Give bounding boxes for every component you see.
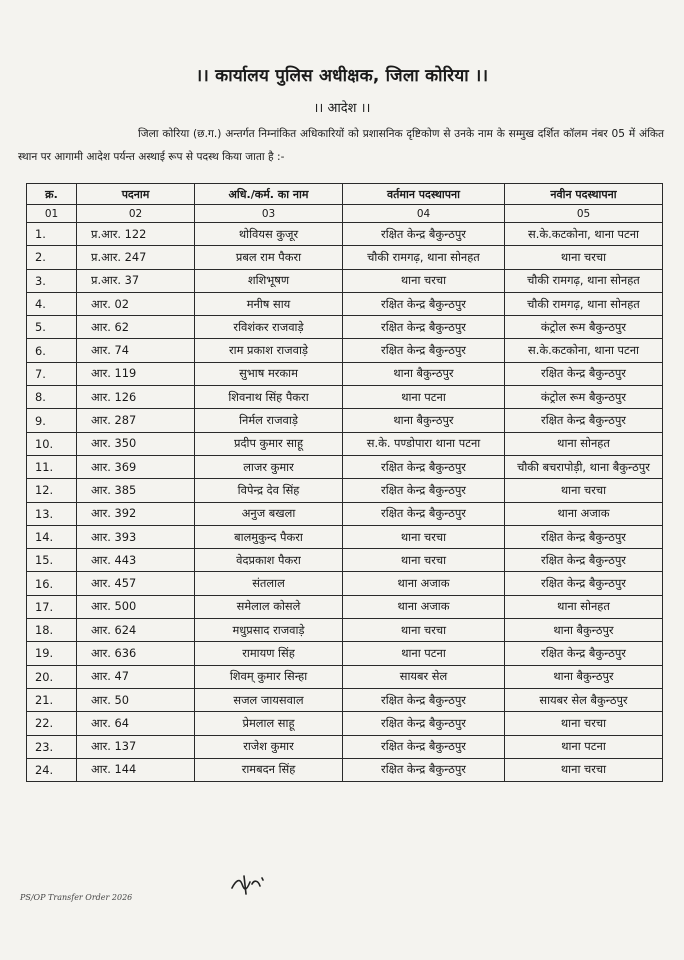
current-posting-cell: रक्षित केन्द्र बैकुन्ठपुर <box>343 455 505 478</box>
table-row <box>27 525 663 548</box>
post-cell: आर. 02 <box>77 292 195 315</box>
col-number: 01 <box>27 205 77 223</box>
table-body <box>27 223 663 782</box>
table-row <box>27 758 663 781</box>
name-cell: संतलाल <box>195 572 343 595</box>
new-posting-cell: चौकी बचरापोड़ी, थाना बैकुन्ठपुर <box>505 455 663 478</box>
new-posting-cell: सायबर सेल बैकुन्ठपुर <box>505 688 663 711</box>
table-row <box>27 246 663 269</box>
current-posting-cell: स.के. पण्डोपारा थाना पटना <box>343 432 505 455</box>
table-row <box>27 595 663 618</box>
serial-cell: 12. <box>27 479 77 502</box>
serial-cell: 15. <box>27 549 77 572</box>
table-row <box>27 409 663 432</box>
current-posting-cell: रक्षित केन्द्र बैकुन्ठपुर <box>343 316 505 339</box>
table-row <box>27 316 663 339</box>
serial-cell: 17. <box>27 595 77 618</box>
current-posting-cell: रक्षित केन्द्र बैकुन्ठपुर <box>343 758 505 781</box>
table-row <box>27 549 663 572</box>
name-cell: रविशंकर राजवाड़े <box>195 316 343 339</box>
col-number: 04 <box>343 205 505 223</box>
new-posting-cell: रक्षित केन्द्र बैकुन्ठपुर <box>505 525 663 548</box>
post-cell: आर. 50 <box>77 688 195 711</box>
new-posting-cell: रक्षित केन्द्र बैकुन्ठपुर <box>505 409 663 432</box>
current-posting-cell: रक्षित केन्द्र बैकुन्ठपुर <box>343 292 505 315</box>
post-cell: आर. 385 <box>77 479 195 502</box>
name-cell: रामबदन सिंह <box>195 758 343 781</box>
new-posting-cell: थाना पटना <box>505 735 663 758</box>
signature-mark <box>228 870 268 898</box>
name-cell: लाजर कुमार <box>195 455 343 478</box>
current-posting-cell: थाना पटना <box>343 386 505 409</box>
current-posting-cell: रक्षित केन्द्र बैकुन्ठपुर <box>343 339 505 362</box>
serial-cell: 23. <box>27 735 77 758</box>
col-header-serial: क्र. <box>27 184 77 205</box>
current-posting-cell: थाना बैकुन्ठपुर <box>343 409 505 432</box>
new-posting-cell: थाना चरचा <box>505 758 663 781</box>
table-row <box>27 572 663 595</box>
new-posting-cell: थाना बैकुन्ठपुर <box>505 665 663 688</box>
name-cell: शशिभूषण <box>195 269 343 292</box>
post-cell: आर. 636 <box>77 642 195 665</box>
new-posting-cell: चौकी रामगढ़, थाना सोनहत <box>505 292 663 315</box>
post-cell: आर. 393 <box>77 525 195 548</box>
name-cell: राम प्रकाश राजवाड़े <box>195 339 343 362</box>
name-cell: थोवियस कुजूर <box>195 223 343 246</box>
name-cell: मधुप्रसाद राजवाड़े <box>195 619 343 642</box>
post-cell: आर. 500 <box>77 595 195 618</box>
col-header-new-posting: नवीन पदस्थापना <box>505 184 663 205</box>
table-row <box>27 223 663 246</box>
table-row <box>27 455 663 478</box>
serial-cell: 2. <box>27 246 77 269</box>
serial-cell: 24. <box>27 758 77 781</box>
post-cell: आर. 74 <box>77 339 195 362</box>
serial-cell: 21. <box>27 688 77 711</box>
name-cell: प्रबल राम पैकरा <box>195 246 343 269</box>
current-posting-cell: रक्षित केन्द्र बैकुन्ठपुर <box>343 223 505 246</box>
name-cell: निर्मल राजवाड़े <box>195 409 343 432</box>
serial-cell: 7. <box>27 362 77 385</box>
order-heading: ।। आदेश ।। <box>313 101 371 116</box>
document-reference: PS/OP Transfer Order 2026 <box>20 893 133 902</box>
table-row <box>27 642 663 665</box>
new-posting-cell: स.के.कटकोना, थाना पटना <box>505 223 663 246</box>
serial-cell: 5. <box>27 316 77 339</box>
name-cell: वेदप्रकाश पैकरा <box>195 549 343 572</box>
table-row <box>27 665 663 688</box>
post-cell: प्र.आर. 37 <box>77 269 195 292</box>
name-cell: मनीष साय <box>195 292 343 315</box>
table-row <box>27 735 663 758</box>
table-header-row <box>27 184 663 205</box>
serial-cell: 19. <box>27 642 77 665</box>
table-row <box>27 712 663 735</box>
transfer-table <box>26 183 663 782</box>
current-posting-cell: थाना अजाक <box>343 595 505 618</box>
post-cell: आर. 126 <box>77 386 195 409</box>
current-posting-cell: रक्षित केन्द्र बैकुन्ठपुर <box>343 688 505 711</box>
current-posting-cell: थाना बैकुन्ठपुर <box>343 362 505 385</box>
new-posting-cell: थाना सोनहत <box>505 595 663 618</box>
new-posting-cell: रक्षित केन्द्र बैकुन्ठपुर <box>505 572 663 595</box>
name-cell: सुभाष मरकाम <box>195 362 343 385</box>
table-row <box>27 502 663 525</box>
name-cell: राजेश कुमार <box>195 735 343 758</box>
name-cell: विपेन्द्र देव सिंह <box>195 479 343 502</box>
current-posting-cell: थाना चरचा <box>343 269 505 292</box>
col-header-post: पदनाम <box>77 184 195 205</box>
col-header-name: अधि./कर्म. का नाम <box>195 184 343 205</box>
post-cell: आर. 369 <box>77 455 195 478</box>
serial-cell: 6. <box>27 339 77 362</box>
table-row <box>27 688 663 711</box>
current-posting-cell: थाना चरचा <box>343 525 505 548</box>
post-cell: आर. 144 <box>77 758 195 781</box>
table-row <box>27 292 663 315</box>
name-cell: बालमुकुन्द पैकरा <box>195 525 343 548</box>
post-cell: प्र.आर. 247 <box>77 246 195 269</box>
table-row <box>27 432 663 455</box>
current-posting-cell: रक्षित केन्द्र बैकुन्ठपुर <box>343 502 505 525</box>
col-number: 05 <box>505 205 663 223</box>
serial-cell: 9. <box>27 409 77 432</box>
post-cell: आर. 350 <box>77 432 195 455</box>
post-cell: आर. 119 <box>77 362 195 385</box>
name-cell: अनुज बखला <box>195 502 343 525</box>
new-posting-cell: रक्षित केन्द्र बैकुन्ठपुर <box>505 549 663 572</box>
new-posting-cell: कंट्रोल रूम बैकुन्ठपुर <box>505 316 663 339</box>
post-cell: आर. 64 <box>77 712 195 735</box>
post-cell: आर. 624 <box>77 619 195 642</box>
column-number-row <box>27 205 663 223</box>
name-cell: शिवम् कुमार सिन्हा <box>195 665 343 688</box>
name-cell: समेलाल कोसले <box>195 595 343 618</box>
new-posting-cell: रक्षित केन्द्र बैकुन्ठपुर <box>505 362 663 385</box>
serial-cell: 8. <box>27 386 77 409</box>
name-cell: रामायण सिंह <box>195 642 343 665</box>
current-posting-cell: थाना पटना <box>343 642 505 665</box>
serial-cell: 22. <box>27 712 77 735</box>
serial-cell: 13. <box>27 502 77 525</box>
name-cell: सजल जायसवाल <box>195 688 343 711</box>
name-cell: प्रेमलाल साहू <box>195 712 343 735</box>
table-row <box>27 479 663 502</box>
new-posting-cell: कंट्रोल रूम बैकुन्ठपुर <box>505 386 663 409</box>
new-posting-cell: रक्षित केन्द्र बैकुन्ठपुर <box>505 642 663 665</box>
new-posting-cell: थाना बैकुन्ठपुर <box>505 619 663 642</box>
serial-cell: 10. <box>27 432 77 455</box>
post-cell: आर. 287 <box>77 409 195 432</box>
table-row <box>27 269 663 292</box>
current-posting-cell: सायबर सेल <box>343 665 505 688</box>
table-row <box>27 362 663 385</box>
office-title: ।। कार्यालय पुलिस अधीक्षक, जिला कोरिया ।। <box>195 66 489 86</box>
post-cell: आर. 457 <box>77 572 195 595</box>
current-posting-cell: थाना अजाक <box>343 572 505 595</box>
serial-cell: 1. <box>27 223 77 246</box>
new-posting-cell: चौकी रामगढ़, थाना सोनहत <box>505 269 663 292</box>
post-cell: आर. 392 <box>77 502 195 525</box>
current-posting-cell: थाना चरचा <box>343 619 505 642</box>
name-cell: शिवनाथ सिंह पैकरा <box>195 386 343 409</box>
new-posting-cell: स.के.कटकोना, थाना पटना <box>505 339 663 362</box>
serial-cell: 18. <box>27 619 77 642</box>
new-posting-cell: थाना सोनहत <box>505 432 663 455</box>
post-cell: आर. 137 <box>77 735 195 758</box>
col-number: 02 <box>77 205 195 223</box>
table-row <box>27 339 663 362</box>
new-posting-cell: थाना चरचा <box>505 246 663 269</box>
new-posting-cell: थाना चरचा <box>505 479 663 502</box>
post-cell: आर. 47 <box>77 665 195 688</box>
serial-cell: 20. <box>27 665 77 688</box>
serial-cell: 16. <box>27 572 77 595</box>
table-row <box>27 619 663 642</box>
serial-cell: 11. <box>27 455 77 478</box>
post-cell: आर. 62 <box>77 316 195 339</box>
new-posting-cell: थाना चरचा <box>505 712 663 735</box>
post-cell: आर. 443 <box>77 549 195 572</box>
post-cell: प्र.आर. 122 <box>77 223 195 246</box>
serial-cell: 14. <box>27 525 77 548</box>
serial-cell: 3. <box>27 269 77 292</box>
order-intro-text: जिला कोरिया (छ.ग.) अन्तर्गत निम्नांकित अधिकारियों को प्रशासनिक दृष्टिकोण से उनके नाम के सम्मुख दर्शित कॉलम नंबर 05 में अंकित स्थान पर आगामी आदेश पर्यन्त अस्थाई रूप से पदस्थ किया जाता है :- <box>18 128 664 163</box>
col-number: 03 <box>195 205 343 223</box>
current-posting-cell: रक्षित केन्द्र बैकुन्ठपुर <box>343 712 505 735</box>
current-posting-cell: चौकी रामगढ़, थाना सोनहत <box>343 246 505 269</box>
current-posting-cell: रक्षित केन्द्र बैकुन्ठपुर <box>343 735 505 758</box>
current-posting-cell: रक्षित केन्द्र बैकुन्ठपुर <box>343 479 505 502</box>
table-row <box>27 386 663 409</box>
current-posting-cell: थाना चरचा <box>343 549 505 572</box>
col-header-current-posting: वर्तमान पदस्थापना <box>343 184 505 205</box>
serial-cell: 4. <box>27 292 77 315</box>
new-posting-cell: थाना अजाक <box>505 502 663 525</box>
name-cell: प्रदीप कुमार साहू <box>195 432 343 455</box>
